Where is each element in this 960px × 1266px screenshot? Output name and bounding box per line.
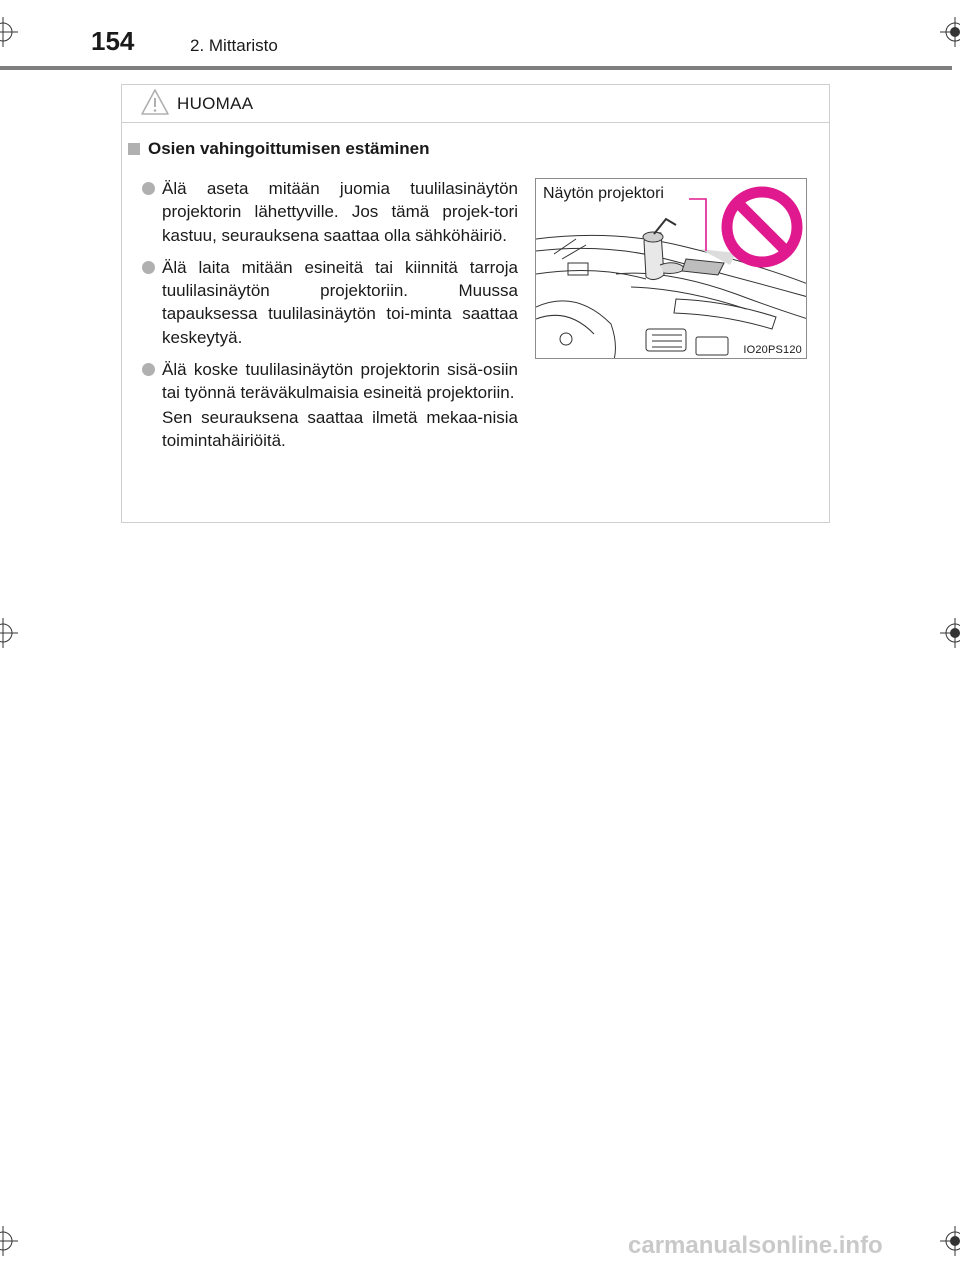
list-item-text: Älä aseta mitään juomia tuulilasinäytön projektorin lähettyville. Jos tämä projek-tori kastuu, seurauksena saattaa olla sähköhäiriö. <box>162 179 518 245</box>
registration-mark-top-right <box>940 17 960 47</box>
round-bullet-icon <box>142 363 155 376</box>
list-item <box>140 358 518 405</box>
illustration-label: Näytön projektori <box>543 185 664 202</box>
square-bullet-icon <box>128 143 140 155</box>
list-item <box>140 256 518 349</box>
watermark: carmanualsonline.info <box>628 1232 883 1259</box>
caution-title: HUOMAA <box>177 94 254 113</box>
warning-triangle-icon <box>140 87 170 122</box>
subheading-text: Osien vahingoittumisen estäminen <box>148 139 430 158</box>
registration-mark-bottom-right <box>940 1226 960 1256</box>
list-item-text: Älä laita mitään esineitä tai kiinnitä tarroja tuulilasinäytön projektoriin. Muussa tapauksessa tuulilasinäytön toi-minta saattaa keskeytyä. <box>162 257 518 347</box>
list-item-note: Sen seurauksena saattaa ilmetä mekaa-nisia toimintahäiriöitä. <box>162 407 518 450</box>
registration-mark-top-left <box>0 17 18 47</box>
list-item-text: Älä koske tuulilasinäytön projektorin sisä-osiin tai työnnä teräväkulmaisia esineitä projektoriin. <box>162 360 518 403</box>
projector-illustration <box>535 178 807 359</box>
list-item <box>140 177 518 247</box>
registration-mark-mid-right <box>940 618 960 648</box>
round-bullet-icon <box>142 182 155 195</box>
round-bullet-icon <box>142 261 155 274</box>
illustration-code: IO20PS120 <box>743 344 802 356</box>
caution-box <box>121 84 830 523</box>
registration-mark-bottom-left <box>0 1226 18 1256</box>
bullet-list <box>140 177 518 452</box>
header-rule <box>0 66 952 70</box>
subheading <box>128 139 430 159</box>
section-title: 2. Mittaristo <box>190 36 278 55</box>
registration-mark-mid-left <box>0 618 18 648</box>
page-number: 154 <box>91 26 135 56</box>
dashboard-drawing <box>536 179 807 359</box>
caution-header <box>122 85 829 123</box>
